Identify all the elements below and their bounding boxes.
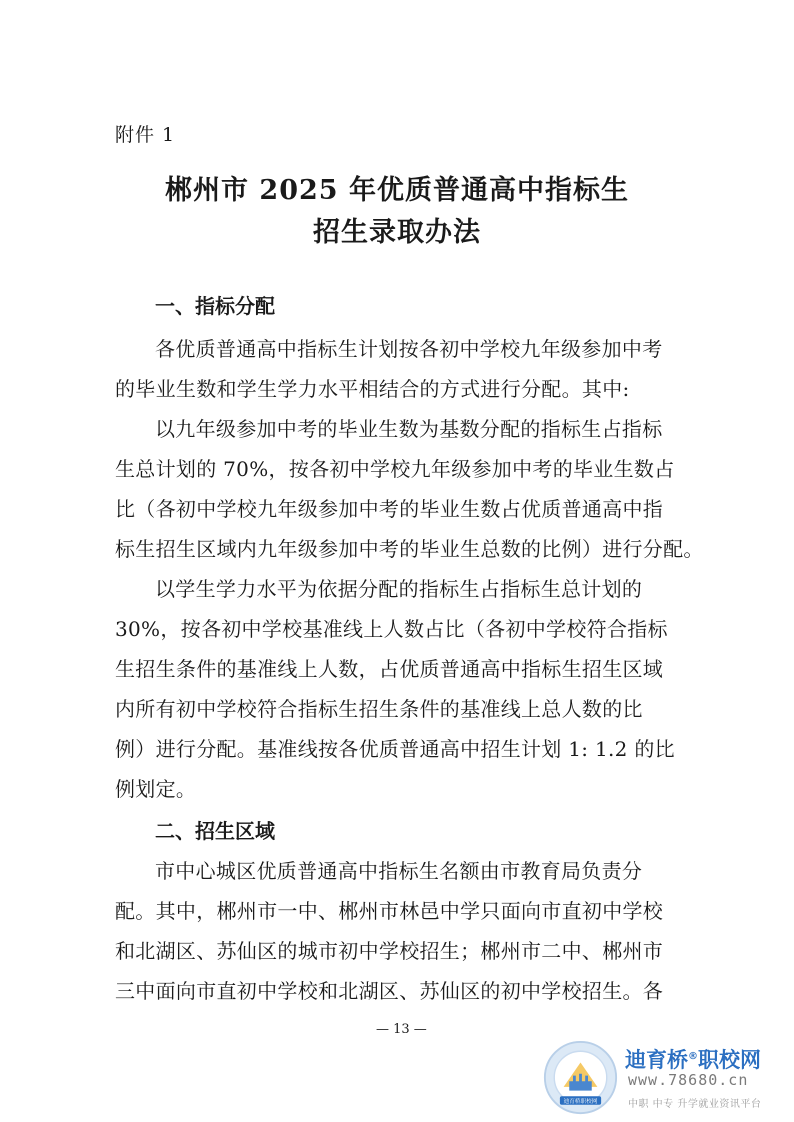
paragraph-line: 例划定。 xyxy=(115,777,197,801)
paragraph-line: 30%，按各初中学校基准线上人数占比（各初中学校符合指标 xyxy=(115,617,668,641)
registered-mark: ® xyxy=(688,1051,698,1062)
paragraph-line: 比（各初中学校九年级参加中考的毕业生数占优质普通高中指 xyxy=(115,497,664,521)
page-number: — 13 — xyxy=(376,1022,427,1037)
paragraph-line: 内所有初中学校符合指标生招生条件的基准线上总人数的比 xyxy=(115,697,643,721)
paragraph-line: 生招生条件的基准线上人数，占优质普通高中指标生招生区域 xyxy=(115,657,664,681)
section-1-heading: 一、指标分配 xyxy=(155,294,275,318)
paragraph-line: 配。其中，郴州市一中、郴州市林邑中学只面向市直初中学校 xyxy=(115,899,664,923)
attachment-label: 附件 1 xyxy=(115,124,176,146)
paragraph-line: 三中面向市直初中学校和北湖区、苏仙区的初中学校招生。各 xyxy=(115,979,664,1003)
paragraph-line: 例）进行分配。基准线按各优质普通高中招生计划 1: 1.2 的比 xyxy=(115,737,675,761)
section-2-heading: 二、招生区域 xyxy=(155,819,275,843)
logo-ribbon-text: 迪育桥职校网 xyxy=(563,1098,598,1105)
paragraph-line: 各优质普通高中指标生计划按各初中学校九年级参加中考 xyxy=(155,337,663,361)
watermark-brand-suffix: 职校网 xyxy=(698,1048,761,1072)
paragraph-line: 市中心城区优质普通高中指标生名额由市教育局负责分 xyxy=(155,859,643,883)
watermark-url: www.78680.cn xyxy=(628,1071,749,1089)
paragraph-line: 以学生学力水平为依据分配的指标生占指标生总计划的 xyxy=(155,577,643,601)
paragraph-line: 以九年级参加中考的毕业生数为基数分配的指标生占指标 xyxy=(155,417,663,441)
watermark-brand xyxy=(625,1044,761,1074)
watermark-tagline: 中职 中专 升学就业资讯平台 xyxy=(628,1099,762,1110)
document-title-line-1: 郴州市 2025 年优质普通高中指标生 xyxy=(165,175,629,206)
paragraph-line: 标生招生区域内九年级参加中考的毕业生总数的比例）进行分配。 xyxy=(115,537,704,561)
paragraph-line: 和北湖区、苏仙区的城市初中学校招生；郴州市二中、郴州市 xyxy=(115,939,664,963)
paragraph-line: 生总计划的 70%，按各初中学校九年级参加中考的毕业生数占 xyxy=(115,457,675,481)
watermark-brand-name: 迪育桥 xyxy=(625,1048,688,1072)
document-title-line-2: 招生录取办法 xyxy=(313,217,481,248)
paragraph-line: 的毕业生数和学生学力水平相结合的方式进行分配。其中: xyxy=(115,377,630,401)
watermark-logo-icon xyxy=(543,1040,618,1115)
